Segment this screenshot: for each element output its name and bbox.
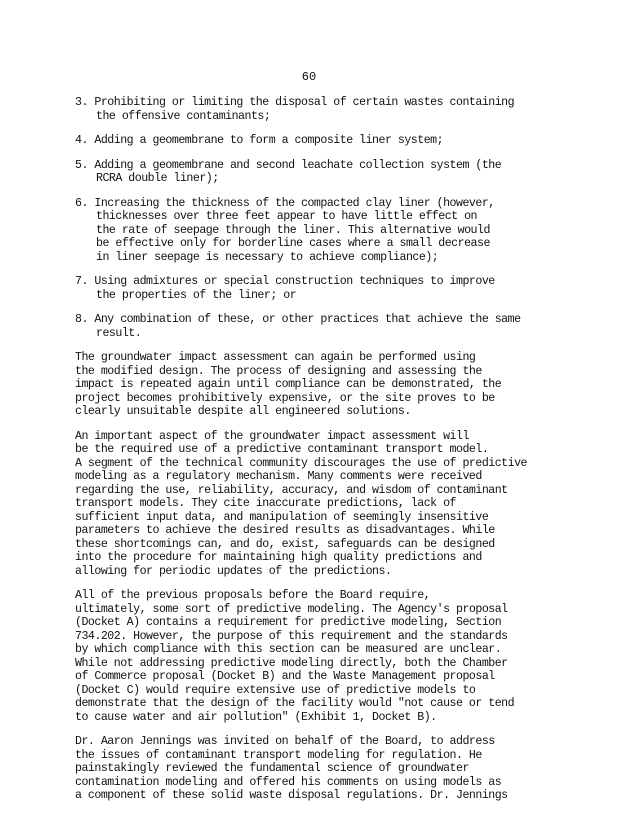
paragraph-line: parameters to achieve the desired results as disadvantages. While [75,524,495,537]
list-item-6 [75,197,555,265]
list-item-line: RCRA double liner); [96,172,219,185]
list-item-line: 4. Adding a geomembrane to form a composite liner system; [75,134,444,147]
paragraph-line: modeling as a regulatory mechanism. Many comments were received [75,470,482,483]
page-body [75,96,555,814]
list-item-line: the properties of the liner; or [96,288,297,302]
paragraph-line: All of the previous proposals before the Board require, [75,589,431,602]
paragraph-line: by which compliance with this section can be measured are unclear. [75,643,502,656]
list-item-line: the rate of seepage through the liner. This alternative would [96,223,490,237]
list-item-line: be effective only for borderline cases where a small decrease [96,237,490,250]
paragraph-previous-proposals [75,589,555,724]
paragraph-line: these shortcomings can, and do, exist, safeguards can be designed [75,537,495,551]
list-item-line: 6. Increasing the thickness of the compacted clay liner (however, [75,196,495,210]
list-item-line: the offensive contaminants; [96,109,271,123]
paragraph-line: While not addressing predictive modeling directly, both the Chamber [75,656,508,670]
paragraph-line: of Commerce proposal (Docket B) and the Waste Management proposal [75,670,495,683]
paragraph-transport-model [75,430,555,579]
paragraph-line: be the required use of a predictive contaminant transport model. [75,443,489,456]
paragraph-line: the modified design. The process of designing and assessing the [75,364,482,378]
paragraph-line: into the procedure for maintaining high quality predictions and [75,551,482,564]
paragraph-line: the issues of contaminant transport modeling for regulation. He [75,748,482,762]
list-item-line: 8. Any combination of these, or other practices that achieve the same [75,313,521,326]
list-item-3 [75,96,555,123]
list-item-line: 7. Using admixtures or special construction techniques to improve [75,275,495,288]
list-item-line: in liner seepage is necessary to achieve compliance); [96,250,439,264]
paragraph-line: An important aspect of the groundwater impact assessment will [75,429,469,443]
paragraph-line: A segment of the technical community discourages the use of predictive [75,456,528,470]
paragraph-line: ultimately, some sort of predictive modeling. The Agency's proposal [75,602,508,616]
list-item-5 [75,159,555,186]
page-number: 60 [301,70,317,84]
paragraph-line: project becomes prohibitively expensive, or the site proves to be [75,391,495,405]
paragraph-line: painstakingly reviewed the fundamental science of groundwater [75,762,469,775]
paragraph-line: transport models. They cite inaccurate predictions, lack of [75,497,456,510]
list-item-line: 3. Prohibiting or limiting the disposal of certain wastes containing [75,96,515,109]
paragraph-line: impact is repeated again until compliance can be demonstrated, the [75,378,502,391]
paragraph-line: The groundwater impact assessment can again be performed using [75,351,476,364]
list-item-line: 5. Adding a geomembrane and second leachate collection system (the [75,158,502,172]
list-item-7 [75,275,555,302]
paragraph-line: sufficient input data, and manipulation of seemingly insensitive [75,510,489,524]
list-item-line: thicknesses over three feet appear to have little effect on [96,210,477,223]
list-item-4 [75,134,555,148]
list-item-8 [75,313,555,340]
paragraph-dr-jennings [75,735,555,803]
paragraph-line: allowing for periodic updates of the predictions. [75,564,392,578]
paragraph-line: Dr. Aaron Jennings was invited on behalf of the Board, to address [75,735,495,748]
paragraph-line: 734.202. However, the purpose of this requirement and the standards [75,629,508,643]
paragraph-line: regarding the use, reliability, accuracy, and wisdom of contaminant [75,483,508,497]
paragraph-line: (Docket A) contains a requirement for predictive modeling, Section [75,616,502,629]
list-item-line: result. [96,326,142,340]
paragraph-line: contamination modeling and offered his comments on using models as [75,775,502,789]
paragraph-line: to cause water and air pollution" (Exhibit 1, Docket B). [75,710,437,724]
paragraph-line: clearly unsuitable despite all engineered solutions. [75,405,411,418]
paragraph-reassessment [75,351,555,419]
paragraph-line: (Docket C) would require extensive use of predictive models to [75,683,476,697]
paragraph-line: a component of these solid waste disposal regulations. Dr. Jennings [75,789,508,802]
paragraph-line: demonstrate that the design of the facility would "not cause or tend [75,697,515,710]
